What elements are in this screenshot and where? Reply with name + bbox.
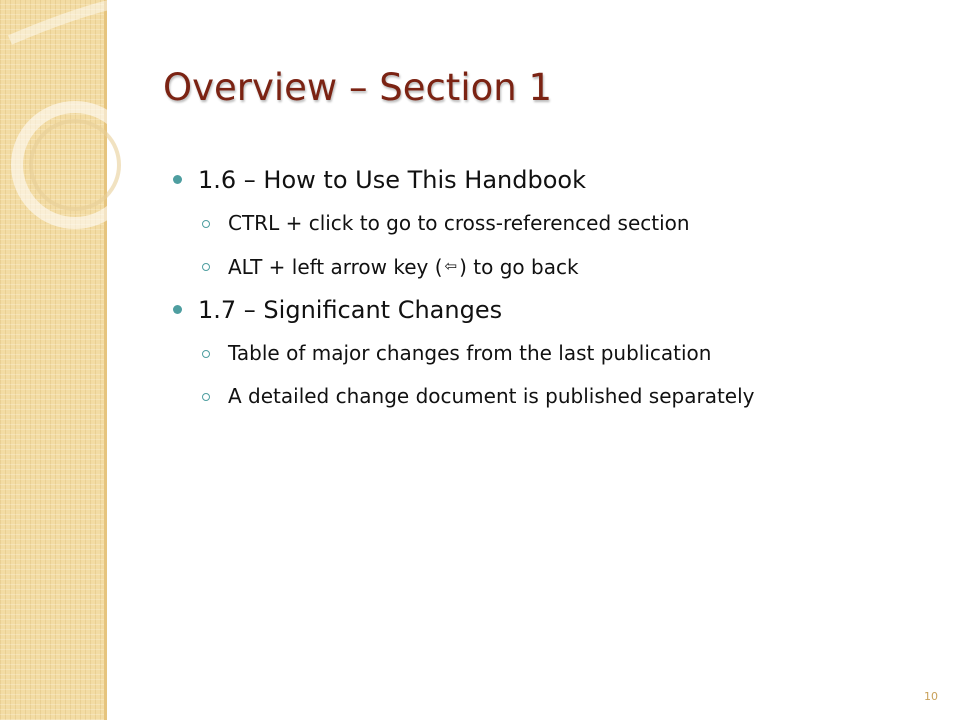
bullet-text: 1.6 – How to Use This Handbook bbox=[198, 166, 586, 194]
bullet-dot-icon bbox=[173, 305, 182, 314]
sub-bullet-ring-icon bbox=[202, 220, 210, 228]
bullet-item bbox=[173, 288, 933, 332]
sub-bullet-item bbox=[173, 202, 933, 245]
sub-bullet-text: CTRL + click to go to cross-referenced section bbox=[228, 211, 690, 235]
sub-bullet-ring-icon bbox=[202, 263, 210, 271]
sub-bullet-text-after: ) to go back bbox=[459, 255, 579, 279]
decorative-swirl bbox=[0, 0, 160, 260]
sub-bullet-ring-icon bbox=[202, 350, 210, 358]
sub-bullet-text-before: ALT + left arrow key ( bbox=[228, 255, 443, 279]
sub-bullet-text: A detailed change document is published separately bbox=[228, 384, 755, 408]
bullet-list bbox=[173, 158, 933, 418]
sub-bullet-item bbox=[173, 245, 933, 288]
slide-title: Overview – Section 1 bbox=[163, 66, 552, 109]
left-arrow-icon: ⇦ bbox=[444, 257, 458, 275]
sub-bullet-item bbox=[173, 332, 933, 375]
page-number: 10 bbox=[924, 690, 938, 703]
sub-bullet-text bbox=[228, 245, 579, 289]
sub-bullet-ring-icon bbox=[202, 393, 210, 401]
bullet-text: 1.7 – Significant Changes bbox=[198, 296, 503, 324]
sub-bullet-item bbox=[173, 375, 933, 418]
bullet-dot-icon bbox=[173, 175, 182, 184]
sub-bullet-text: Table of major changes from the last publication bbox=[228, 341, 712, 365]
bullet-item bbox=[173, 158, 933, 202]
